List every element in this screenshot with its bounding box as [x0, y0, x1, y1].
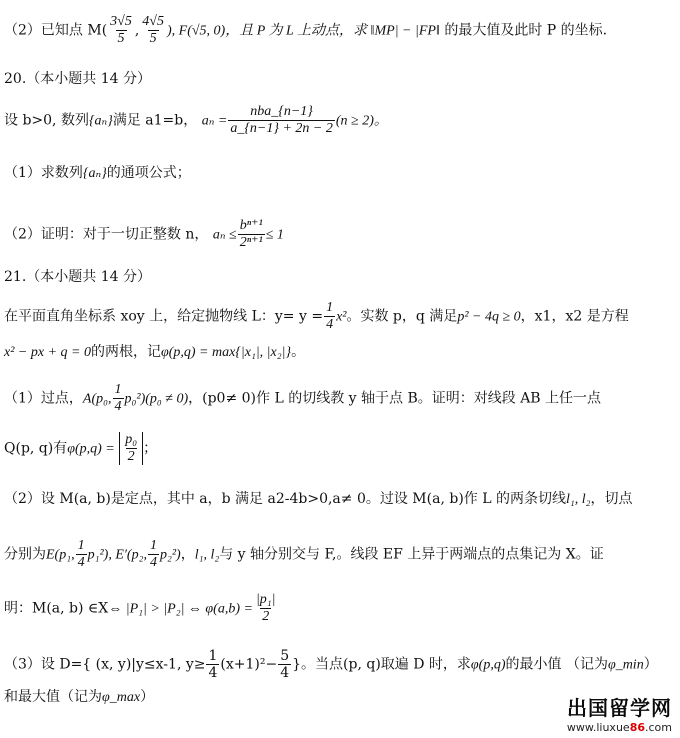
- q20p1-sequence: {aₙ}: [82, 166, 107, 181]
- q21p3-suffix: 的最小值 （记为: [505, 656, 608, 673]
- q21p1-fraction: [113, 382, 124, 415]
- q21-l1-x2: x²: [336, 309, 347, 325]
- q21p2b-fraction1: $\frac{1}{4}$: [77, 538, 85, 571]
- q20-header: 20.（本小题共 14 分）: [4, 71, 151, 87]
- q21-part2b-line: [4, 538, 604, 571]
- q21p3b-prefix: 和最大值（记为: [4, 689, 102, 705]
- q20-part1-line: [4, 166, 191, 181]
- q21p1-point-a-rest: p₀²)(p₀ ≠ 0): [124, 391, 189, 407]
- q20-intro-mid: 满足 a1=b，: [112, 112, 198, 129]
- q21p2-lines: l₁, l₂: [565, 492, 591, 507]
- mx-num: 3√5: [110, 14, 132, 29]
- q19p2-middle: ), F(√5, 0)，且 P 为 L 上动点，求: [166, 23, 371, 39]
- q21-l2-mid: 的两根，记: [90, 344, 161, 360]
- q21p3b-phi-max: φ_max: [102, 690, 141, 705]
- q20-sequence: {aₙ}: [88, 113, 113, 129]
- watermark-url-b: 86: [629, 721, 645, 734]
- q21-part2c-line: [4, 592, 279, 625]
- q21p1-point-a: A(p₀,: [82, 391, 112, 407]
- q20p2-den: 2ⁿ⁺¹: [239, 235, 263, 251]
- watermark-title: 出国留学网: [567, 696, 672, 720]
- q21p1b-phi: φ(p,q) =: [67, 441, 115, 457]
- q19-part2-line: （2）已知点 M( $\frac{3√5}{5}$ , $\frac{4√5}{5}$ ), F(√5, 0)，且 P 为 L 上动点，求 ‖MP| − |FP‖ 的最大值及此时 P 的坐标.: [4, 14, 608, 47]
- my-fraction: [140, 14, 166, 47]
- q21p3-prefix: （3）设 D={ (x, y)|y≤x-1, y≥: [4, 656, 206, 673]
- q21-l2-phi: φ(p,q) = max{|x₁|, |x₂|}: [160, 345, 292, 360]
- q21p3-end: ）: [643, 656, 658, 673]
- q21p2-prefix: （2）设 M(a, b)是定点，其中 a，b 满足 a2-4b>0,a≠ 0。过设 M(a, b)作 L 的两条切线: [4, 491, 566, 507]
- q21-l1-fraction: [324, 300, 335, 333]
- q21p3-f1-den: 4: [208, 665, 218, 682]
- q21p2c-expression: ⇔ |P₁| > |P₂| ⇔ φ(a,b) =: [108, 601, 253, 617]
- q21p3-fraction1: [206, 648, 219, 681]
- q21-part2-line: [4, 492, 633, 507]
- q21p1b-num: p₀: [125, 432, 138, 447]
- q21p2b-lines: l₁, l₂: [194, 547, 220, 563]
- q21p2b-fraction2: $\frac{1}{4}$: [149, 538, 157, 571]
- mx-den: 5: [117, 31, 125, 47]
- q21p3-phi-min: φ_min: [607, 657, 644, 673]
- q20-num: nba_{n−1}: [250, 104, 313, 119]
- q21-l2-equation: x² − px + q = 0: [4, 345, 91, 360]
- q19p2-expression: ‖MP| − |FP‖: [370, 23, 440, 39]
- watermark-url: [567, 721, 672, 734]
- q21p1-suffix: ，(p0≠ 0)作 L 的切线教 y 轴于点 B。证明：对线段 AB 上任一点: [188, 390, 602, 407]
- q21p1-num: 1: [114, 382, 122, 397]
- q21p3-fraction2: [278, 648, 291, 681]
- q21-line1: [4, 300, 629, 333]
- q20-an: aₙ =: [201, 113, 228, 129]
- q20p2-lhs: aₙ ≤: [212, 227, 237, 243]
- q21-l1-den: 4: [326, 317, 334, 333]
- q21p3b-end: ）: [140, 689, 155, 705]
- watermark-url-a: www.liuxue: [566, 721, 630, 734]
- q21p3-mid2: }。当点(p, q)取遍 D 时，求: [292, 656, 471, 673]
- q21p1b-prefix: Q(p, q)有: [4, 440, 68, 457]
- q21-part3-line: [4, 648, 658, 681]
- q21p3-f2-num: 5: [280, 648, 290, 664]
- q21p3-phi: φ(p,q): [470, 657, 506, 673]
- q21p2-suffix: ，切点: [590, 491, 633, 507]
- q21p3-f2-den: 4: [280, 665, 290, 682]
- q21p2c-fraction: [254, 592, 278, 625]
- q21p1-den: 4: [114, 399, 122, 415]
- q21p1b-fraction: [123, 432, 139, 465]
- q21p1b-suffix: ；: [143, 440, 158, 457]
- q20-intro-line: [4, 104, 388, 137]
- q20p2-fraction: [238, 218, 265, 251]
- q20-condition: (n ≥ 2)。: [335, 113, 388, 129]
- q21-l1-num: 1: [326, 300, 334, 315]
- q21p2b-e3: p₂²): [159, 547, 181, 563]
- q21-l1-inequality: p² − 4q ≥ 0: [457, 309, 521, 325]
- q21-l1-mid: 。实数 p，q 满足: [346, 308, 458, 325]
- q20-part2-line: [4, 218, 284, 251]
- q19p2-suffix: 的最大值及此时 P 的坐标.: [439, 22, 608, 39]
- q21p2c-den: 2: [262, 609, 270, 625]
- q21-header: 21.（本小题共 14 分）: [4, 269, 151, 285]
- mx-fraction: [108, 14, 134, 47]
- q21-part1b-line: [4, 432, 157, 465]
- q20p1-prefix: （1）求数列: [4, 165, 83, 181]
- q21p3-f1-num: 1: [208, 648, 218, 664]
- q21-l1-suffix: ，x1，x2 是方程: [520, 308, 629, 325]
- q21p2c-num: |p₁|: [255, 592, 276, 607]
- q21p2b-suffix: 与 y 轴分别交与 F,。线段 EF 上异于两端点的点集记为 X。证: [219, 546, 604, 563]
- q21-part3b-line: [4, 690, 154, 705]
- q20p2-prefix: （2）证明：对于一切正整数 n，: [4, 226, 209, 243]
- q21-line2: [4, 345, 305, 360]
- site-watermark: [567, 692, 672, 734]
- q21p1b-den: 2: [127, 449, 135, 465]
- watermark-url-c: .com: [645, 721, 672, 734]
- q20p2-rhs: ≤ 1: [265, 227, 284, 243]
- q21p2b-mid: ，: [180, 546, 195, 563]
- q20-den: a_{n−1} + 2n − 2: [230, 121, 333, 137]
- q19p2-prefix: （2）已知点 M(: [4, 22, 108, 39]
- q21p3-mid: (x+1)²−: [220, 656, 278, 673]
- q21p2b-e2: p₁²), E′(p₂,: [87, 547, 147, 563]
- q20p1-suffix: 的通项公式；: [106, 165, 191, 181]
- my-den: 5: [149, 31, 157, 47]
- q21p2b-e: E(p₁,: [46, 547, 75, 563]
- q21p1-prefix: （1）过点，: [4, 390, 83, 407]
- q21p1b-abs: [119, 432, 143, 465]
- q20-intro-prefix: 设 b>0, 数列: [4, 112, 89, 129]
- q21p2c-prefix: 明：M(a, b) ∈X: [4, 600, 109, 617]
- q21-l2-suffix: 。: [291, 344, 306, 360]
- q21-part1-line: [4, 382, 601, 415]
- q21p2b-prefix: 分别为: [4, 546, 46, 563]
- q21-l1-prefix: 在平面直角坐标系 xoy 上，给定抛物线 L：y= y =: [4, 308, 324, 325]
- q20-recursion-fraction: [228, 104, 335, 137]
- my-num: 4√5: [142, 14, 164, 29]
- q20p2-num: bⁿ⁺¹: [239, 218, 263, 233]
